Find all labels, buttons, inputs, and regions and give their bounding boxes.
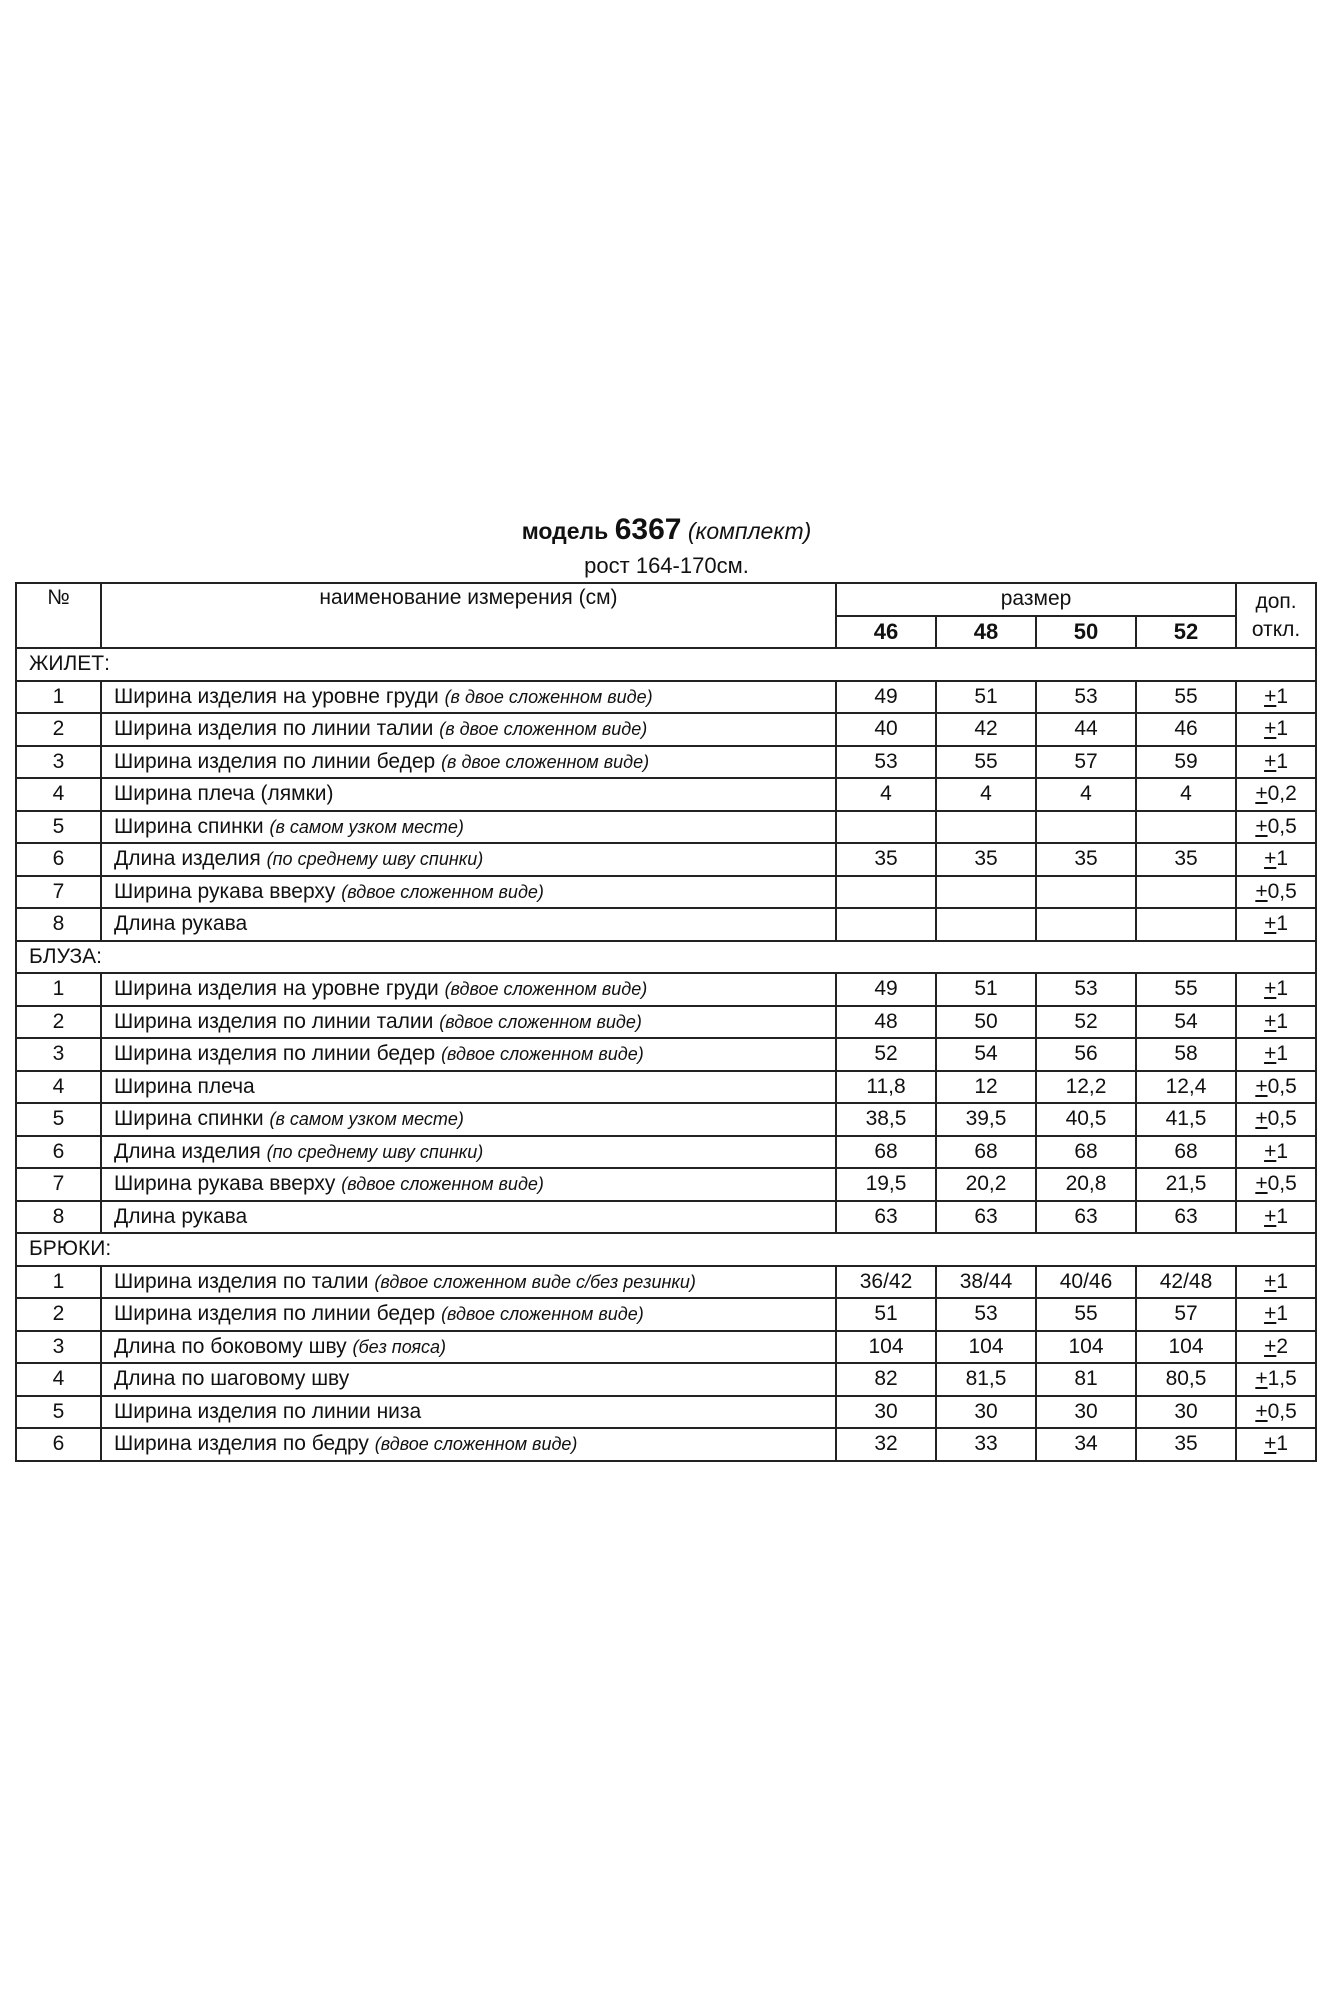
size-value: 35 xyxy=(1136,843,1236,876)
size-value: 82 xyxy=(836,1363,936,1396)
tolerance-cell xyxy=(1236,876,1316,909)
tolerance-cell xyxy=(1236,1006,1316,1039)
measurement-note: (вдвое сложенном виде) xyxy=(374,1434,578,1455)
row-number: 8 xyxy=(16,908,101,941)
size-value: 40 xyxy=(836,713,936,746)
size-value: 21,5 xyxy=(1136,1168,1236,1201)
measurement-name: Ширина изделия на уровне груди xyxy=(114,977,439,1001)
size-value: 34 xyxy=(1036,1428,1136,1461)
table-row xyxy=(16,1266,1316,1299)
section-title: БЛУЗА: xyxy=(16,941,1316,974)
tolerance-cell xyxy=(1236,778,1316,811)
table-row xyxy=(16,973,1316,1006)
table-row xyxy=(16,1363,1316,1396)
measurement-name-cell xyxy=(101,1071,836,1104)
tolerance-value: 0,5 xyxy=(1267,1172,1297,1196)
table-body xyxy=(16,648,1316,1461)
table-row xyxy=(16,811,1316,844)
plus-minus-sign: + xyxy=(1264,717,1277,741)
tolerance-cell xyxy=(1236,1168,1316,1201)
table-row xyxy=(16,1168,1316,1201)
size-value: 52 xyxy=(836,1038,936,1071)
row-number: 4 xyxy=(16,1071,101,1104)
tolerance-value: 0,5 xyxy=(1267,1107,1297,1131)
size-value: 54 xyxy=(1136,1006,1236,1039)
measurement-name-cell xyxy=(101,1103,836,1136)
size-value: 38,5 xyxy=(836,1103,936,1136)
tolerance-value: 2 xyxy=(1276,1334,1289,1358)
measurement-name: Длина рукава xyxy=(114,1204,248,1228)
measurement-name-cell xyxy=(101,973,836,1006)
tolerance-value: 1 xyxy=(1276,717,1289,741)
measurement-note: (вдвое сложенном виде) xyxy=(439,1011,642,1032)
table-row xyxy=(16,1396,1316,1429)
size-value: 55 xyxy=(936,746,1036,779)
tolerance-value: 1 xyxy=(1276,1042,1289,1066)
tolerance-cell xyxy=(1236,681,1316,714)
size-value xyxy=(1036,811,1136,844)
row-number: 1 xyxy=(16,973,101,1006)
measurement-note: (вдвое сложенном виде) xyxy=(341,1174,544,1195)
tolerance-cell xyxy=(1236,1396,1316,1429)
table-row xyxy=(16,1428,1316,1461)
size-value: 30 xyxy=(836,1396,936,1429)
size-value: 81 xyxy=(1036,1363,1136,1396)
size-value: 30 xyxy=(1036,1396,1136,1429)
table-row xyxy=(16,843,1316,876)
size-value: 63 xyxy=(1136,1201,1236,1234)
section-row xyxy=(16,648,1316,681)
plus-minus-sign: + xyxy=(1255,1074,1268,1098)
measurement-name: Ширина изделия по линии талии xyxy=(114,1009,434,1033)
size-value: 4 xyxy=(836,778,936,811)
row-number: 6 xyxy=(16,1428,101,1461)
size-value: 51 xyxy=(936,973,1036,1006)
measurement-name-cell xyxy=(101,1038,836,1071)
tolerance-value: 1 xyxy=(1276,1139,1289,1163)
measurement-name-cell xyxy=(101,1428,836,1461)
size-value: 40/46 xyxy=(1036,1266,1136,1299)
size-value: 32 xyxy=(836,1428,936,1461)
plus-minus-sign: + xyxy=(1255,814,1268,838)
row-number: 6 xyxy=(16,843,101,876)
plus-minus-sign: + xyxy=(1264,1302,1277,1326)
size-value: 12,4 xyxy=(1136,1071,1236,1104)
header-number: № xyxy=(16,583,101,648)
size-value: 68 xyxy=(936,1136,1036,1169)
size-50: 50 xyxy=(1036,616,1136,649)
table-row xyxy=(16,1006,1316,1039)
table-row xyxy=(16,746,1316,779)
size-value: 104 xyxy=(836,1331,936,1364)
measurement-name: Ширина изделия на уровне груди xyxy=(114,684,439,708)
size-value: 42 xyxy=(936,713,1036,746)
measurement-name-cell xyxy=(101,908,836,941)
size-value: 53 xyxy=(836,746,936,779)
plus-minus-sign: + xyxy=(1255,782,1268,806)
header-measurement-name: наименование измерения (см) xyxy=(101,583,836,648)
size-value: 55 xyxy=(1136,681,1236,714)
measurement-name: Длина изделия xyxy=(114,847,261,871)
size-table xyxy=(15,582,1317,1462)
tolerance-cell xyxy=(1236,811,1316,844)
table-row xyxy=(16,1136,1316,1169)
table-row xyxy=(16,681,1316,714)
size-value: 35 xyxy=(1036,843,1136,876)
size-value: 41,5 xyxy=(1136,1103,1236,1136)
header-tolerance-line1: доп. xyxy=(1255,589,1297,613)
size-value: 46 xyxy=(1136,713,1236,746)
plus-minus-sign: + xyxy=(1264,1334,1277,1358)
size-value: 12 xyxy=(936,1071,1036,1104)
row-number: 3 xyxy=(16,1038,101,1071)
size-value: 55 xyxy=(1136,973,1236,1006)
tolerance-value: 1 xyxy=(1276,977,1289,1001)
measurement-name-cell xyxy=(101,681,836,714)
table-row xyxy=(16,1331,1316,1364)
size-value xyxy=(1136,876,1236,909)
size-value: 35 xyxy=(1136,1428,1236,1461)
size-value xyxy=(1136,811,1236,844)
table-row xyxy=(16,1071,1316,1104)
measurement-name-cell xyxy=(101,746,836,779)
table-row xyxy=(16,778,1316,811)
measurement-note: (по среднему шву спинки) xyxy=(266,1141,484,1162)
row-number: 2 xyxy=(16,1298,101,1331)
measurement-note: (в двое сложенном виде) xyxy=(444,686,653,707)
row-number: 5 xyxy=(16,1103,101,1136)
measurement-note: (в двое сложенном виде) xyxy=(441,751,650,772)
size-value: 52 xyxy=(1036,1006,1136,1039)
measurement-name-cell xyxy=(101,811,836,844)
measurement-name: Ширина изделия по линии низа xyxy=(114,1399,422,1423)
row-number: 6 xyxy=(16,1136,101,1169)
size-value: 33 xyxy=(936,1428,1036,1461)
size-value: 68 xyxy=(1036,1136,1136,1169)
tolerance-value: 0,2 xyxy=(1267,782,1297,806)
tolerance-value: 1 xyxy=(1276,1269,1289,1293)
table-row xyxy=(16,1103,1316,1136)
section-row xyxy=(16,1233,1316,1266)
size-value: 4 xyxy=(1036,778,1136,811)
size-value: 19,5 xyxy=(836,1168,936,1201)
plus-minus-sign: + xyxy=(1264,1009,1277,1033)
size-value: 35 xyxy=(836,843,936,876)
model-number: 6367 xyxy=(614,513,682,546)
measurement-note: (в самом узком месте) xyxy=(269,1109,464,1130)
size-value: 50 xyxy=(936,1006,1036,1039)
header-size: размер xyxy=(836,583,1236,616)
size-value xyxy=(1036,908,1136,941)
tolerance-cell xyxy=(1236,973,1316,1006)
table-row xyxy=(16,1298,1316,1331)
tolerance-cell xyxy=(1236,1201,1316,1234)
size-value xyxy=(936,876,1036,909)
measurement-name: Ширина изделия по бедру xyxy=(114,1432,369,1456)
measurement-name-cell xyxy=(101,1136,836,1169)
measurement-note: (вдвое сложенном виде) xyxy=(441,1044,644,1065)
size-value: 68 xyxy=(1136,1136,1236,1169)
size-value: 63 xyxy=(936,1201,1036,1234)
section-row xyxy=(16,941,1316,974)
size-value xyxy=(936,908,1036,941)
size-value: 54 xyxy=(936,1038,1036,1071)
section-title: БРЮКИ: xyxy=(16,1233,1316,1266)
measurement-name: Длина рукава xyxy=(114,912,248,936)
plus-minus-sign: + xyxy=(1264,1432,1277,1456)
size-value: 104 xyxy=(1136,1331,1236,1364)
plus-minus-sign: + xyxy=(1264,749,1277,773)
measurement-name: Ширина спинки xyxy=(114,814,264,838)
row-number: 8 xyxy=(16,1201,101,1234)
size-value: 51 xyxy=(836,1298,936,1331)
measurement-name: Ширина рукава вверху xyxy=(114,879,336,903)
tolerance-value: 0,5 xyxy=(1267,879,1297,903)
header-tolerance xyxy=(1236,583,1316,648)
measurement-name: Длина по боковому шву xyxy=(114,1334,347,1358)
height-range: рост 164-170см. xyxy=(584,553,749,578)
size-value: 49 xyxy=(836,681,936,714)
measurement-name: Ширина изделия по талии xyxy=(114,1269,369,1293)
size-value: 104 xyxy=(1036,1331,1136,1364)
plus-minus-sign: + xyxy=(1264,912,1277,936)
tolerance-cell xyxy=(1236,1071,1316,1104)
measurement-name-cell xyxy=(101,843,836,876)
plus-minus-sign: + xyxy=(1264,1139,1277,1163)
size-value: 4 xyxy=(936,778,1036,811)
tolerance-cell xyxy=(1236,1428,1316,1461)
tolerance-cell xyxy=(1236,1266,1316,1299)
size-value xyxy=(836,876,936,909)
measurement-name: Ширина плеча (лямки) xyxy=(114,782,334,806)
row-number: 1 xyxy=(16,681,101,714)
row-number: 3 xyxy=(16,1331,101,1364)
measurement-name: Ширина изделия по линии бедер xyxy=(114,1302,436,1326)
plus-minus-sign: + xyxy=(1264,1269,1277,1293)
size-value: 59 xyxy=(1136,746,1236,779)
row-number: 1 xyxy=(16,1266,101,1299)
size-value: 44 xyxy=(1036,713,1136,746)
measurement-name-cell xyxy=(101,1201,836,1234)
size-value xyxy=(836,811,936,844)
measurement-name-cell xyxy=(101,1396,836,1429)
size-value: 53 xyxy=(1036,973,1136,1006)
measurement-note: (без пояса) xyxy=(352,1336,446,1357)
row-number: 4 xyxy=(16,1363,101,1396)
tolerance-value: 1 xyxy=(1276,1432,1289,1456)
size-value: 63 xyxy=(1036,1201,1136,1234)
plus-minus-sign: + xyxy=(1264,1204,1277,1228)
size-value: 53 xyxy=(1036,681,1136,714)
size-value: 40,5 xyxy=(1036,1103,1136,1136)
measurement-name-cell xyxy=(101,1331,836,1364)
row-number: 5 xyxy=(16,811,101,844)
tolerance-cell xyxy=(1236,1136,1316,1169)
size-value: 42/48 xyxy=(1136,1266,1236,1299)
plus-minus-sign: + xyxy=(1255,1172,1268,1196)
row-number: 2 xyxy=(16,713,101,746)
tolerance-value: 1 xyxy=(1276,684,1289,708)
size-value xyxy=(836,908,936,941)
size-46: 46 xyxy=(836,616,936,649)
measurement-name-cell xyxy=(101,1006,836,1039)
measurement-note: (в двое сложенном виде) xyxy=(439,719,648,740)
plus-minus-sign: + xyxy=(1264,847,1277,871)
row-number: 5 xyxy=(16,1396,101,1429)
tolerance-value: 1 xyxy=(1276,749,1289,773)
measurement-name-cell xyxy=(101,1266,836,1299)
row-number: 7 xyxy=(16,876,101,909)
measurement-name-cell xyxy=(101,1298,836,1331)
size-48: 48 xyxy=(936,616,1036,649)
size-value: 12,2 xyxy=(1036,1071,1136,1104)
size-value: 39,5 xyxy=(936,1103,1036,1136)
tolerance-value: 1 xyxy=(1276,1204,1289,1228)
size-value: 20,2 xyxy=(936,1168,1036,1201)
size-value: 30 xyxy=(1136,1396,1236,1429)
table-row xyxy=(16,1038,1316,1071)
tolerance-cell xyxy=(1236,1331,1316,1364)
measurement-name: Ширина рукава вверху xyxy=(114,1172,336,1196)
tolerance-value: 0,5 xyxy=(1267,1399,1297,1423)
model-label: модель xyxy=(521,518,609,544)
tolerance-value: 0,5 xyxy=(1267,1074,1297,1098)
size-value: 104 xyxy=(936,1331,1036,1364)
plus-minus-sign: + xyxy=(1255,1107,1268,1131)
tolerance-cell xyxy=(1236,1103,1316,1136)
plus-minus-sign: + xyxy=(1264,684,1277,708)
measurement-name: Ширина спинки xyxy=(114,1107,264,1131)
size-value: 35 xyxy=(936,843,1036,876)
row-number: 3 xyxy=(16,746,101,779)
table-row xyxy=(16,876,1316,909)
tolerance-cell xyxy=(1236,908,1316,941)
size-value: 56 xyxy=(1036,1038,1136,1071)
measurement-note: (по среднему шву спинки) xyxy=(266,849,484,870)
plus-minus-sign: + xyxy=(1264,1042,1277,1066)
size-value: 57 xyxy=(1036,746,1136,779)
tolerance-cell xyxy=(1236,1298,1316,1331)
tolerance-cell xyxy=(1236,746,1316,779)
plus-minus-sign: + xyxy=(1264,977,1277,1001)
size-value xyxy=(1036,876,1136,909)
size-value: 51 xyxy=(936,681,1036,714)
table-row xyxy=(16,713,1316,746)
page-title xyxy=(0,512,1333,549)
size-value: 30 xyxy=(936,1396,1036,1429)
measurement-name-cell xyxy=(101,1168,836,1201)
table-row xyxy=(16,1201,1316,1234)
size-value: 20,8 xyxy=(1036,1168,1136,1201)
size-52: 52 xyxy=(1136,616,1236,649)
measurement-note: (в самом узком месте) xyxy=(269,816,464,837)
tolerance-cell xyxy=(1236,1038,1316,1071)
tolerance-value: 1 xyxy=(1276,1302,1289,1326)
tolerance-value: 1,5 xyxy=(1267,1367,1297,1391)
measurement-note: (вдвое сложенном виде) xyxy=(441,1304,644,1325)
size-value: 58 xyxy=(1136,1038,1236,1071)
tolerance-value: 1 xyxy=(1276,912,1289,936)
size-value: 68 xyxy=(836,1136,936,1169)
size-value xyxy=(936,811,1036,844)
measurement-name-cell xyxy=(101,876,836,909)
measurement-name: Ширина изделия по линии бедер xyxy=(114,1042,436,1066)
plus-minus-sign: + xyxy=(1255,879,1268,903)
size-value: 63 xyxy=(836,1201,936,1234)
tolerance-cell xyxy=(1236,713,1316,746)
measurement-name-cell xyxy=(101,778,836,811)
header-tolerance-line2: откл. xyxy=(1251,617,1301,641)
size-value: 57 xyxy=(1136,1298,1236,1331)
measurement-name: Ширина изделия по линии бедер xyxy=(114,749,436,773)
size-value: 81,5 xyxy=(936,1363,1036,1396)
tolerance-value: 1 xyxy=(1276,847,1289,871)
row-number: 7 xyxy=(16,1168,101,1201)
plus-minus-sign: + xyxy=(1255,1367,1268,1391)
section-title: ЖИЛЕТ: xyxy=(16,648,1316,681)
tolerance-cell xyxy=(1236,1363,1316,1396)
table-header-row xyxy=(16,583,1316,616)
measurement-name: Ширина изделия по линии талии xyxy=(114,717,434,741)
size-value: 80,5 xyxy=(1136,1363,1236,1396)
tolerance-cell xyxy=(1236,843,1316,876)
size-value: 38/44 xyxy=(936,1266,1036,1299)
tolerance-value: 1 xyxy=(1276,1009,1289,1033)
measurement-note: (вдвое сложенном виде) xyxy=(341,881,544,902)
size-value: 48 xyxy=(836,1006,936,1039)
size-value: 11,8 xyxy=(836,1071,936,1104)
tolerance-value: 0,5 xyxy=(1267,814,1297,838)
measurement-name-cell xyxy=(101,713,836,746)
size-value: 55 xyxy=(1036,1298,1136,1331)
measurement-name-cell xyxy=(101,1363,836,1396)
table-row xyxy=(16,908,1316,941)
size-value: 36/42 xyxy=(836,1266,936,1299)
measurement-note: (вдвое сложенном виде) xyxy=(444,979,648,1000)
size-value: 4 xyxy=(1136,778,1236,811)
measurement-name: Ширина плеча xyxy=(114,1074,255,1098)
size-value: 53 xyxy=(936,1298,1036,1331)
plus-minus-sign: + xyxy=(1255,1399,1268,1423)
measurement-name: Длина изделия xyxy=(114,1139,261,1163)
row-number: 2 xyxy=(16,1006,101,1039)
measurement-note: (вдвое сложенном виде с/без резинки) xyxy=(374,1271,696,1292)
size-value xyxy=(1136,908,1236,941)
measurement-name: Длина по шаговому шву xyxy=(114,1367,350,1391)
row-number: 4 xyxy=(16,778,101,811)
size-value: 49 xyxy=(836,973,936,1006)
model-note: (комплект) xyxy=(687,518,812,544)
